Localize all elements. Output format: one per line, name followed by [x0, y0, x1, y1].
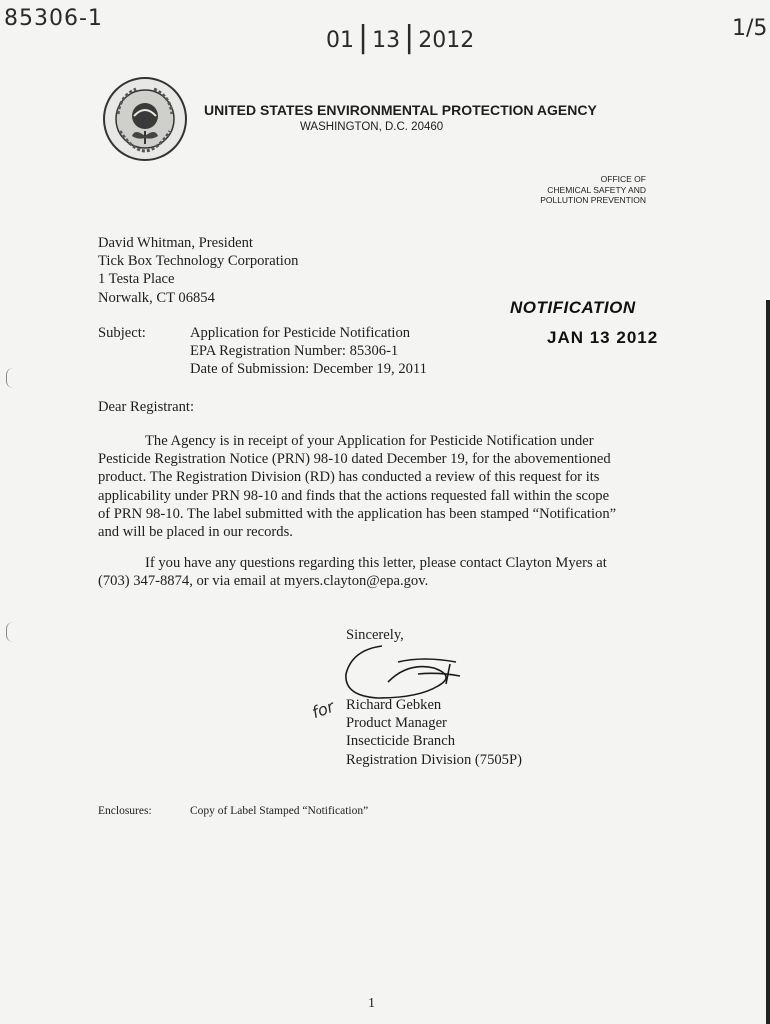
subject-line: Application for Pesticide Notification — [190, 325, 411, 341]
epa-seal — [102, 76, 188, 162]
paragraph-line: (703) 347-8874, or via email at myers.clayton@epa.gov. — [98, 573, 429, 590]
office-line: OFFICE OF — [600, 174, 646, 184]
scan-mark — [6, 368, 13, 388]
paragraph-line: applicability under PRN 98-10 and finds that the actions requested fall within the scope — [98, 487, 610, 504]
recipient-line: David Whitman, President — [98, 235, 253, 251]
recipient-line: Tick Box Technology Corporation — [98, 253, 299, 270]
recipient-line: 1 Testa Place — [98, 271, 175, 288]
agency-address: WASHINGTON, D.C. 20460 — [300, 121, 444, 133]
agency-name: UNITED STATES ENVIRONMENTAL PROTECTION AGENCY — [204, 102, 597, 118]
handwritten-for-mark: for — [309, 696, 337, 723]
handwritten-doc-number: 85306-1 — [4, 6, 103, 31]
subject-label: Subject: — [98, 325, 146, 341]
enclosures-label: Enclosures: — [98, 805, 152, 817]
closing-sincerely: Sincerely, — [346, 627, 404, 643]
recipient-address — [98, 234, 298, 307]
body-paragraph-2 — [98, 554, 658, 590]
date-day: 13 — [372, 28, 401, 53]
scan-mark — [6, 622, 13, 642]
notification-stamp-title: NOTIFICATION — [510, 298, 636, 317]
office-line: CHEMICAL SAFETY AND — [547, 184, 646, 195]
page-number: 1 — [368, 996, 375, 1011]
date-month: 01 — [326, 28, 354, 53]
paragraph-line: and will be placed in our records. — [98, 524, 293, 541]
subject-line: EPA Registration Number: 85306-1 — [190, 343, 399, 360]
signature-block — [346, 696, 522, 769]
scan-edge — [766, 300, 770, 1024]
subject-line: Date of Submission: December 19, 2011 — [190, 361, 427, 378]
enclosures-value: Copy of Label Stamped “Notification” — [190, 805, 369, 817]
date-year: 2012 — [418, 28, 475, 53]
signature-line: Product Manager — [346, 715, 447, 732]
signature-line: Insecticide Branch — [346, 733, 455, 750]
handwritten-page-fraction: 1/5 — [732, 16, 768, 41]
epa-seal-icon — [102, 76, 188, 162]
paragraph-line: product. The Registration Division (RD) has conducted a review of this request for its — [98, 469, 600, 486]
notification-stamp-date: JAN 13 2012 — [547, 328, 659, 347]
subject-block — [190, 324, 427, 379]
signature-line: Registration Division (7505P) — [346, 751, 522, 768]
paragraph-line: If you have any questions regarding this letter, please contact Clayton Myers at — [145, 555, 607, 571]
paragraph-line: The Agency is in receipt of your Application for Pesticide Notification under — [145, 433, 594, 449]
paragraph-line: of PRN 98-10. The label submitted with the application has been stamped “Notification” — [98, 505, 617, 522]
paragraph-line: Pesticide Registration Notice (PRN) 98-10 dated December 19, for the abovementioned — [98, 451, 611, 468]
body-paragraph-1 — [98, 432, 658, 541]
office-line: POLLUTION PREVENTION — [540, 195, 646, 205]
signature-line: Richard Gebken — [346, 697, 442, 713]
recipient-line: Norwalk, CT 06854 — [98, 289, 215, 306]
handwritten-date: 01 | 13 | 2012 — [326, 20, 475, 55]
office-block — [500, 174, 646, 206]
salutation: Dear Registrant: — [98, 399, 195, 415]
